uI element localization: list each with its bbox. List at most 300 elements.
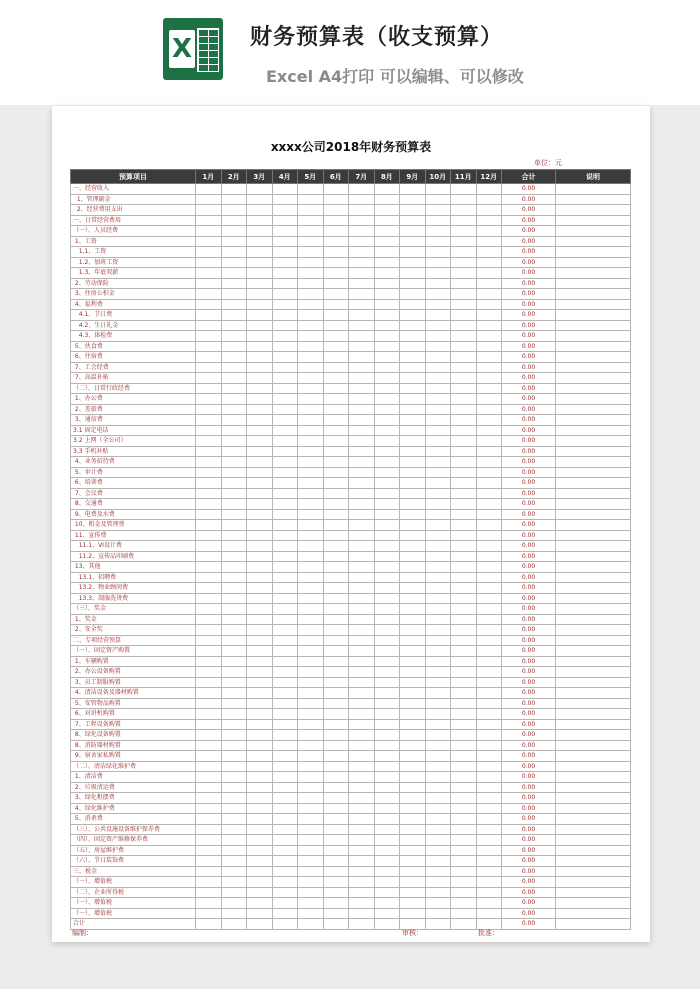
month-cell[interactable] (272, 509, 298, 520)
month-cell[interactable] (374, 331, 400, 342)
month-cell[interactable] (349, 425, 375, 436)
month-cell[interactable] (272, 404, 298, 415)
total-cell[interactable]: 0.00 (502, 635, 556, 646)
month-cell[interactable] (221, 866, 247, 877)
month-cell[interactable] (451, 646, 477, 657)
month-cell[interactable] (323, 898, 349, 909)
note-cell[interactable] (556, 698, 631, 709)
month-cell[interactable] (247, 184, 273, 195)
month-cell[interactable] (451, 740, 477, 751)
month-cell[interactable] (298, 257, 324, 268)
month-cell[interactable] (400, 215, 426, 226)
month-cell[interactable] (451, 866, 477, 877)
month-cell[interactable] (451, 446, 477, 457)
total-cell[interactable]: 0.00 (502, 572, 556, 583)
month-cell[interactable] (221, 215, 247, 226)
month-cell[interactable] (323, 415, 349, 426)
month-cell[interactable] (374, 509, 400, 520)
month-cell[interactable] (221, 520, 247, 531)
budget-item-cell[interactable]: 3、通信费 (71, 415, 196, 426)
month-cell[interactable] (196, 656, 222, 667)
month-cell[interactable] (451, 509, 477, 520)
month-cell[interactable] (298, 236, 324, 247)
total-cell[interactable]: 0.00 (502, 530, 556, 541)
month-cell[interactable] (196, 551, 222, 562)
total-cell[interactable]: 0.00 (502, 226, 556, 237)
total-cell[interactable]: 0.00 (502, 236, 556, 247)
month-cell[interactable] (272, 341, 298, 352)
month-cell[interactable] (298, 499, 324, 510)
month-cell[interactable] (323, 772, 349, 783)
month-cell[interactable] (425, 877, 451, 888)
month-cell[interactable] (374, 908, 400, 919)
month-cell[interactable] (400, 751, 426, 762)
month-cell[interactable] (221, 635, 247, 646)
budget-item-cell[interactable]: （一）、固定资产购置 (71, 646, 196, 657)
month-cell[interactable] (451, 551, 477, 562)
month-cell[interactable] (323, 194, 349, 205)
month-cell[interactable] (374, 362, 400, 373)
note-cell[interactable] (556, 467, 631, 478)
month-cell[interactable] (400, 404, 426, 415)
month-cell[interactable] (349, 278, 375, 289)
month-cell[interactable] (221, 625, 247, 636)
note-cell[interactable] (556, 646, 631, 657)
month-cell[interactable] (374, 625, 400, 636)
month-cell[interactable] (323, 919, 349, 930)
month-cell[interactable] (349, 331, 375, 342)
month-cell[interactable] (221, 604, 247, 615)
month-cell[interactable] (323, 205, 349, 216)
month-cell[interactable] (221, 887, 247, 898)
note-cell[interactable] (556, 782, 631, 793)
total-cell[interactable]: 0.00 (502, 362, 556, 373)
column-header[interactable]: 2月 (221, 170, 247, 184)
budget-item-cell[interactable]: 10、租金及管理费 (71, 520, 196, 531)
month-cell[interactable] (272, 541, 298, 552)
month-cell[interactable] (349, 394, 375, 405)
month-cell[interactable] (272, 572, 298, 583)
month-cell[interactable] (451, 593, 477, 604)
month-cell[interactable] (349, 646, 375, 657)
month-cell[interactable] (425, 719, 451, 730)
month-cell[interactable] (400, 478, 426, 489)
month-cell[interactable] (196, 856, 222, 867)
month-cell[interactable] (196, 404, 222, 415)
budget-item-cell[interactable]: 2、经营费用支出 (71, 205, 196, 216)
month-cell[interactable] (196, 877, 222, 888)
month-cell[interactable] (298, 404, 324, 415)
month-cell[interactable] (451, 656, 477, 667)
month-cell[interactable] (451, 772, 477, 783)
month-cell[interactable] (221, 614, 247, 625)
month-cell[interactable] (400, 761, 426, 772)
month-cell[interactable] (221, 499, 247, 510)
month-cell[interactable] (476, 310, 502, 321)
month-cell[interactable] (323, 709, 349, 720)
month-cell[interactable] (298, 331, 324, 342)
month-cell[interactable] (349, 709, 375, 720)
month-cell[interactable] (298, 908, 324, 919)
month-cell[interactable] (476, 257, 502, 268)
month-cell[interactable] (374, 299, 400, 310)
month-cell[interactable] (221, 278, 247, 289)
note-cell[interactable] (556, 751, 631, 762)
month-cell[interactable] (196, 341, 222, 352)
budget-item-cell[interactable]: （二）、日常行政经费 (71, 383, 196, 394)
month-cell[interactable] (374, 520, 400, 531)
budget-item-cell[interactable]: （三）、奖金 (71, 604, 196, 615)
note-cell[interactable] (556, 835, 631, 846)
month-cell[interactable] (400, 530, 426, 541)
month-cell[interactable] (451, 310, 477, 321)
month-cell[interactable] (349, 614, 375, 625)
month-cell[interactable] (476, 656, 502, 667)
month-cell[interactable] (298, 509, 324, 520)
month-cell[interactable] (451, 625, 477, 636)
total-cell[interactable]: 0.00 (502, 887, 556, 898)
month-cell[interactable] (272, 278, 298, 289)
month-cell[interactable] (221, 709, 247, 720)
note-cell[interactable] (556, 688, 631, 699)
note-cell[interactable] (556, 772, 631, 783)
budget-item-cell[interactable]: 7、工会经费 (71, 362, 196, 373)
budget-item-cell[interactable]: 1.3、年底双薪 (71, 268, 196, 279)
month-cell[interactable] (476, 362, 502, 373)
month-cell[interactable] (221, 436, 247, 447)
month-cell[interactable] (349, 656, 375, 667)
month-cell[interactable] (298, 467, 324, 478)
month-cell[interactable] (425, 887, 451, 898)
month-cell[interactable] (425, 803, 451, 814)
note-cell[interactable] (556, 530, 631, 541)
month-cell[interactable] (247, 919, 273, 930)
month-cell[interactable] (247, 541, 273, 552)
month-cell[interactable] (374, 898, 400, 909)
month-cell[interactable] (476, 331, 502, 342)
month-cell[interactable] (221, 898, 247, 909)
month-cell[interactable] (221, 446, 247, 457)
month-cell[interactable] (272, 257, 298, 268)
month-cell[interactable] (247, 247, 273, 258)
month-cell[interactable] (374, 730, 400, 741)
month-cell[interactable] (451, 782, 477, 793)
month-cell[interactable] (451, 236, 477, 247)
month-cell[interactable] (323, 793, 349, 804)
month-cell[interactable] (349, 509, 375, 520)
budget-item-cell[interactable]: 4.2、生日礼金 (71, 320, 196, 331)
month-cell[interactable] (451, 803, 477, 814)
month-cell[interactable] (247, 320, 273, 331)
month-cell[interactable] (323, 310, 349, 321)
month-cell[interactable] (323, 320, 349, 331)
month-cell[interactable] (221, 572, 247, 583)
budget-item-cell[interactable]: 6、对讲机购置 (71, 709, 196, 720)
note-cell[interactable] (556, 194, 631, 205)
month-cell[interactable] (451, 845, 477, 856)
month-cell[interactable] (298, 614, 324, 625)
month-cell[interactable] (451, 635, 477, 646)
month-cell[interactable] (400, 436, 426, 447)
month-cell[interactable] (374, 268, 400, 279)
month-cell[interactable] (451, 698, 477, 709)
month-cell[interactable] (272, 814, 298, 825)
month-cell[interactable] (272, 530, 298, 541)
month-cell[interactable] (400, 226, 426, 237)
month-cell[interactable] (374, 184, 400, 195)
month-cell[interactable] (323, 436, 349, 447)
month-cell[interactable] (196, 824, 222, 835)
month-cell[interactable] (425, 530, 451, 541)
budget-item-cell[interactable]: 4.1、节日费 (71, 310, 196, 321)
month-cell[interactable] (400, 740, 426, 751)
note-cell[interactable] (556, 205, 631, 216)
note-cell[interactable] (556, 866, 631, 877)
total-cell[interactable]: 0.00 (502, 215, 556, 226)
month-cell[interactable] (349, 541, 375, 552)
month-cell[interactable] (425, 740, 451, 751)
month-cell[interactable] (196, 803, 222, 814)
budget-item-cell[interactable]: 1.1、工资 (71, 247, 196, 258)
month-cell[interactable] (349, 562, 375, 573)
note-cell[interactable] (556, 341, 631, 352)
column-header[interactable]: 3月 (247, 170, 273, 184)
month-cell[interactable] (272, 268, 298, 279)
month-cell[interactable] (400, 373, 426, 384)
month-cell[interactable] (298, 373, 324, 384)
month-cell[interactable] (196, 667, 222, 678)
month-cell[interactable] (374, 751, 400, 762)
month-cell[interactable] (323, 226, 349, 237)
month-cell[interactable] (425, 814, 451, 825)
month-cell[interactable] (400, 898, 426, 909)
month-cell[interactable] (247, 793, 273, 804)
month-cell[interactable] (323, 478, 349, 489)
month-cell[interactable] (272, 835, 298, 846)
budget-item-cell[interactable]: 3.3 手机补贴 (71, 446, 196, 457)
month-cell[interactable] (298, 856, 324, 867)
month-cell[interactable] (221, 646, 247, 657)
column-header[interactable]: 10月 (425, 170, 451, 184)
month-cell[interactable] (323, 404, 349, 415)
month-cell[interactable] (272, 362, 298, 373)
column-header[interactable]: 8月 (374, 170, 400, 184)
budget-item-cell[interactable]: 11.1、VI设计费 (71, 541, 196, 552)
month-cell[interactable] (272, 436, 298, 447)
note-cell[interactable] (556, 383, 631, 394)
budget-item-cell[interactable]: （一）、增值税 (71, 908, 196, 919)
month-cell[interactable] (221, 782, 247, 793)
month-cell[interactable] (221, 331, 247, 342)
month-cell[interactable] (349, 478, 375, 489)
month-cell[interactable] (374, 845, 400, 856)
note-cell[interactable] (556, 373, 631, 384)
note-cell[interactable] (556, 404, 631, 415)
month-cell[interactable] (323, 761, 349, 772)
month-cell[interactable] (451, 352, 477, 363)
month-cell[interactable] (451, 667, 477, 678)
budget-item-cell[interactable]: 11.2、宣传品印刷费 (71, 551, 196, 562)
month-cell[interactable] (476, 205, 502, 216)
month-cell[interactable] (323, 667, 349, 678)
month-cell[interactable] (451, 719, 477, 730)
month-cell[interactable] (323, 656, 349, 667)
month-cell[interactable] (400, 551, 426, 562)
month-cell[interactable] (323, 530, 349, 541)
total-cell[interactable]: 0.00 (502, 184, 556, 195)
column-header[interactable]: 7月 (349, 170, 375, 184)
total-cell[interactable]: 0.00 (502, 761, 556, 772)
note-cell[interactable] (556, 509, 631, 520)
month-cell[interactable] (221, 247, 247, 258)
note-cell[interactable] (556, 793, 631, 804)
month-cell[interactable] (476, 446, 502, 457)
month-cell[interactable] (221, 226, 247, 237)
month-cell[interactable] (323, 719, 349, 730)
total-cell[interactable]: 0.00 (502, 446, 556, 457)
month-cell[interactable] (298, 877, 324, 888)
month-cell[interactable] (272, 803, 298, 814)
month-cell[interactable] (221, 719, 247, 730)
month-cell[interactable] (476, 761, 502, 772)
month-cell[interactable] (425, 835, 451, 846)
month-cell[interactable] (247, 446, 273, 457)
month-cell[interactable] (196, 194, 222, 205)
month-cell[interactable] (374, 919, 400, 930)
month-cell[interactable] (247, 331, 273, 342)
month-cell[interactable] (476, 688, 502, 699)
month-cell[interactable] (476, 415, 502, 426)
month-cell[interactable] (272, 320, 298, 331)
month-cell[interactable] (221, 793, 247, 804)
total-cell[interactable]: 0.00 (502, 845, 556, 856)
month-cell[interactable] (476, 908, 502, 919)
month-cell[interactable] (298, 866, 324, 877)
month-cell[interactable] (196, 919, 222, 930)
month-cell[interactable] (196, 614, 222, 625)
month-cell[interactable] (247, 625, 273, 636)
budget-item-cell[interactable]: 3、住房公积金 (71, 289, 196, 300)
total-cell[interactable]: 0.00 (502, 520, 556, 531)
total-cell[interactable]: 0.00 (502, 425, 556, 436)
month-cell[interactable] (425, 226, 451, 237)
month-cell[interactable] (349, 730, 375, 741)
month-cell[interactable] (400, 509, 426, 520)
month-cell[interactable] (425, 352, 451, 363)
month-cell[interactable] (349, 184, 375, 195)
month-cell[interactable] (298, 247, 324, 258)
total-cell[interactable]: 0.00 (502, 457, 556, 468)
total-cell[interactable]: 0.00 (502, 352, 556, 363)
month-cell[interactable] (221, 761, 247, 772)
month-cell[interactable] (298, 625, 324, 636)
month-cell[interactable] (400, 646, 426, 657)
month-cell[interactable] (196, 866, 222, 877)
total-cell[interactable]: 0.00 (502, 499, 556, 510)
budget-item-cell[interactable]: 7、高温补贴 (71, 373, 196, 384)
month-cell[interactable] (349, 247, 375, 258)
month-cell[interactable] (221, 908, 247, 919)
month-cell[interactable] (374, 814, 400, 825)
month-cell[interactable] (451, 919, 477, 930)
month-cell[interactable] (451, 436, 477, 447)
month-cell[interactable] (349, 814, 375, 825)
month-cell[interactable] (374, 604, 400, 615)
month-cell[interactable] (298, 740, 324, 751)
month-cell[interactable] (425, 898, 451, 909)
month-cell[interactable] (298, 709, 324, 720)
month-cell[interactable] (400, 488, 426, 499)
month-cell[interactable] (323, 562, 349, 573)
month-cell[interactable] (476, 698, 502, 709)
month-cell[interactable] (323, 352, 349, 363)
note-cell[interactable] (556, 236, 631, 247)
total-cell[interactable]: 0.00 (502, 278, 556, 289)
month-cell[interactable] (298, 698, 324, 709)
month-cell[interactable] (247, 383, 273, 394)
month-cell[interactable] (349, 793, 375, 804)
total-cell[interactable]: 0.00 (502, 383, 556, 394)
month-cell[interactable] (451, 184, 477, 195)
month-cell[interactable] (425, 604, 451, 615)
month-cell[interactable] (349, 236, 375, 247)
total-cell[interactable]: 0.00 (502, 782, 556, 793)
month-cell[interactable] (247, 709, 273, 720)
month-cell[interactable] (425, 562, 451, 573)
month-cell[interactable] (272, 520, 298, 531)
total-cell[interactable]: 0.00 (502, 394, 556, 405)
month-cell[interactable] (349, 824, 375, 835)
month-cell[interactable] (349, 667, 375, 678)
month-cell[interactable] (196, 436, 222, 447)
month-cell[interactable] (400, 835, 426, 846)
month-cell[interactable] (272, 719, 298, 730)
note-cell[interactable] (556, 562, 631, 573)
month-cell[interactable] (476, 436, 502, 447)
month-cell[interactable] (272, 478, 298, 489)
budget-item-cell[interactable]: 8、交通费 (71, 499, 196, 510)
month-cell[interactable] (400, 310, 426, 321)
month-cell[interactable] (298, 635, 324, 646)
month-cell[interactable] (374, 457, 400, 468)
month-cell[interactable] (451, 341, 477, 352)
month-cell[interactable] (323, 394, 349, 405)
note-cell[interactable] (556, 488, 631, 499)
month-cell[interactable] (247, 499, 273, 510)
month-cell[interactable] (298, 205, 324, 216)
month-cell[interactable] (425, 425, 451, 436)
month-cell[interactable] (196, 698, 222, 709)
month-cell[interactable] (298, 593, 324, 604)
month-cell[interactable] (400, 887, 426, 898)
month-cell[interactable] (400, 824, 426, 835)
month-cell[interactable] (323, 373, 349, 384)
note-cell[interactable] (556, 877, 631, 888)
month-cell[interactable] (400, 383, 426, 394)
month-cell[interactable] (476, 404, 502, 415)
month-cell[interactable] (374, 341, 400, 352)
note-cell[interactable] (556, 499, 631, 510)
month-cell[interactable] (476, 530, 502, 541)
note-cell[interactable] (556, 635, 631, 646)
month-cell[interactable] (400, 583, 426, 594)
month-cell[interactable] (247, 824, 273, 835)
month-cell[interactable] (400, 236, 426, 247)
note-cell[interactable] (556, 310, 631, 321)
month-cell[interactable] (476, 803, 502, 814)
month-cell[interactable] (349, 551, 375, 562)
month-cell[interactable] (451, 331, 477, 342)
